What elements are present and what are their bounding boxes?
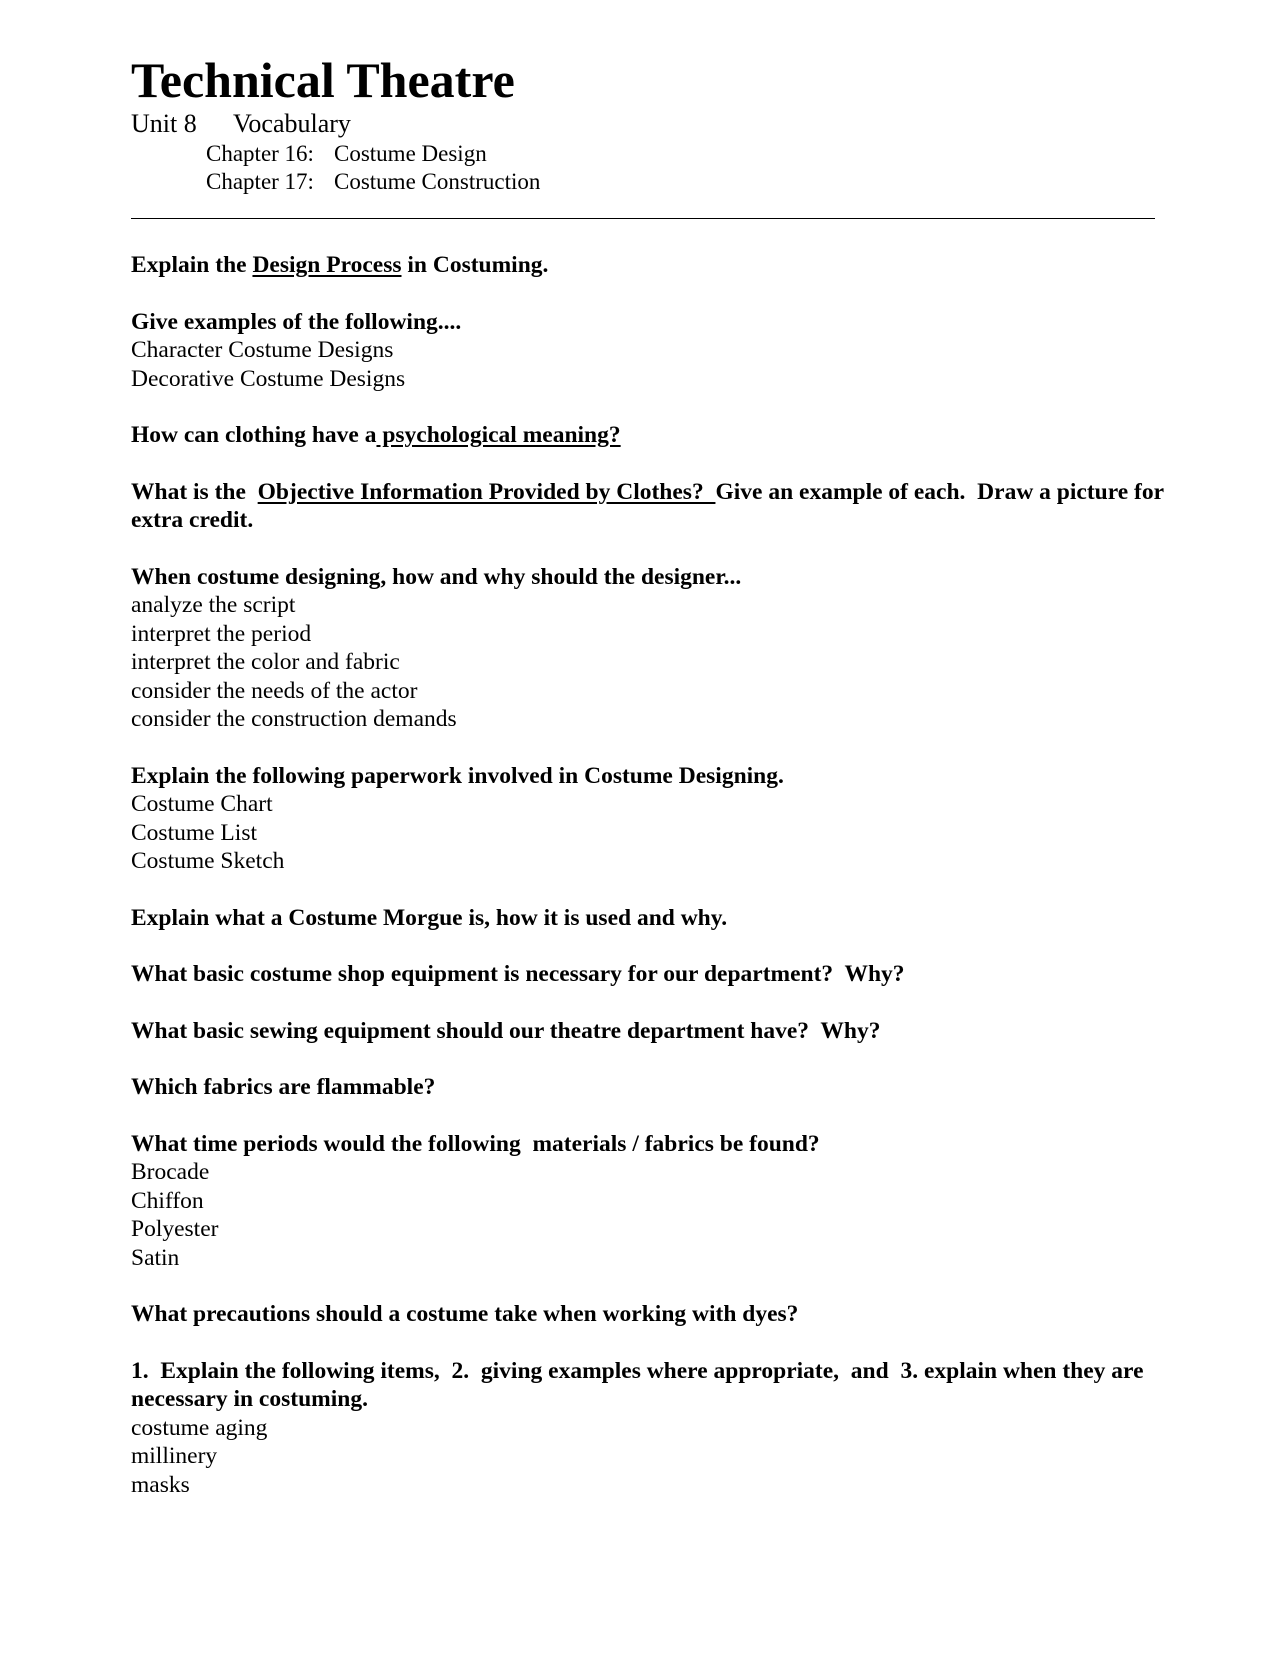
question-text: What precautions should a costume take when working with dyes? bbox=[131, 1301, 799, 1327]
chapter-line bbox=[131, 140, 1171, 168]
question-psychological-meaning bbox=[131, 421, 1171, 450]
question-text: Which fabrics are flammable? bbox=[131, 1074, 436, 1100]
unit-topic: Vocabulary bbox=[233, 109, 351, 138]
chapter-line bbox=[131, 168, 1171, 196]
question-text: What basic costume shop equipment is necessary for our department? Why? bbox=[131, 961, 905, 987]
list-item: Brocade bbox=[131, 1159, 210, 1185]
list-item: Costume Chart bbox=[131, 791, 273, 817]
question-dye-precautions bbox=[131, 1300, 1171, 1329]
list-item: consider the needs of the actor bbox=[131, 677, 418, 704]
question-text: What basic sewing equipment should our theatre department have? Why? bbox=[131, 1017, 881, 1044]
list-item: interpret the period bbox=[131, 620, 312, 647]
list-item: Chiffon bbox=[131, 1187, 204, 1214]
list-item: costume aging bbox=[131, 1414, 268, 1441]
chapter-number: Chapter 16: bbox=[206, 141, 314, 166]
question-examples bbox=[131, 308, 1171, 394]
underlined-term: Design Process bbox=[252, 252, 402, 278]
underlined-term: Objective Information Provided by Clothes? bbox=[257, 478, 716, 505]
question-flammable-fabrics bbox=[131, 1073, 1171, 1102]
list-item: Costume Sketch bbox=[131, 848, 285, 874]
question-objective-information bbox=[131, 478, 1171, 535]
header-divider bbox=[131, 218, 1155, 219]
question-costume-morgue bbox=[131, 904, 1171, 933]
chapter-name: Costume Construction bbox=[334, 169, 541, 194]
list-item: Polyester bbox=[131, 1216, 219, 1242]
question-time-periods bbox=[131, 1130, 1171, 1273]
question-text: How can clothing have a psychological meaning? bbox=[131, 422, 621, 448]
chapter-name: Costume Design bbox=[334, 141, 487, 166]
list-item: Costume List bbox=[131, 819, 257, 846]
underlined-term: psychological meaning? bbox=[376, 422, 621, 448]
list-item: Decorative Costume Designs bbox=[131, 365, 406, 392]
chapter-number: Chapter 17: bbox=[206, 169, 314, 194]
list-item: consider the construction demands bbox=[131, 706, 457, 732]
question-text: Explain what a Costume Morgue is, how it is used and why. bbox=[131, 904, 728, 931]
list-item: Character Costume Designs bbox=[131, 337, 394, 363]
question-shop-equipment bbox=[131, 960, 1171, 989]
question-text: What is the Objective Information Provided by Clothes? Give an example of each. Draw a picture for extra credit. bbox=[131, 478, 1170, 533]
question-text: What time periods would the following materials / fabrics be found? bbox=[131, 1130, 820, 1157]
question-design-process bbox=[131, 251, 1171, 280]
list-item: millinery bbox=[131, 1443, 218, 1469]
question-text: Give examples of the following.... bbox=[131, 308, 462, 335]
unit-heading bbox=[131, 108, 1171, 140]
question-text: Explain the Design Process in Costuming. bbox=[131, 252, 549, 278]
question-text: 1. Explain the following items, 2. giving examples where appropriate, and 3. explain when they are necessary in costuming. bbox=[131, 1357, 1150, 1412]
page-title: Technical Theatre bbox=[131, 52, 515, 108]
list-item: analyze the script bbox=[131, 592, 296, 618]
question-text: When costume designing, how and why should the designer... bbox=[131, 563, 742, 590]
list-item: Satin bbox=[131, 1244, 180, 1271]
question-paperwork bbox=[131, 762, 1171, 876]
question-explain-items bbox=[131, 1357, 1171, 1500]
question-sewing-equipment bbox=[131, 1017, 1171, 1046]
list-item: interpret the color and fabric bbox=[131, 649, 400, 675]
worksheet-page bbox=[131, 52, 1171, 1499]
list-item: masks bbox=[131, 1471, 190, 1498]
question-designer-steps bbox=[131, 563, 1171, 734]
unit-number: Unit 8 bbox=[131, 109, 197, 138]
question-text: Explain the following paperwork involved in Costume Designing. bbox=[131, 762, 784, 789]
